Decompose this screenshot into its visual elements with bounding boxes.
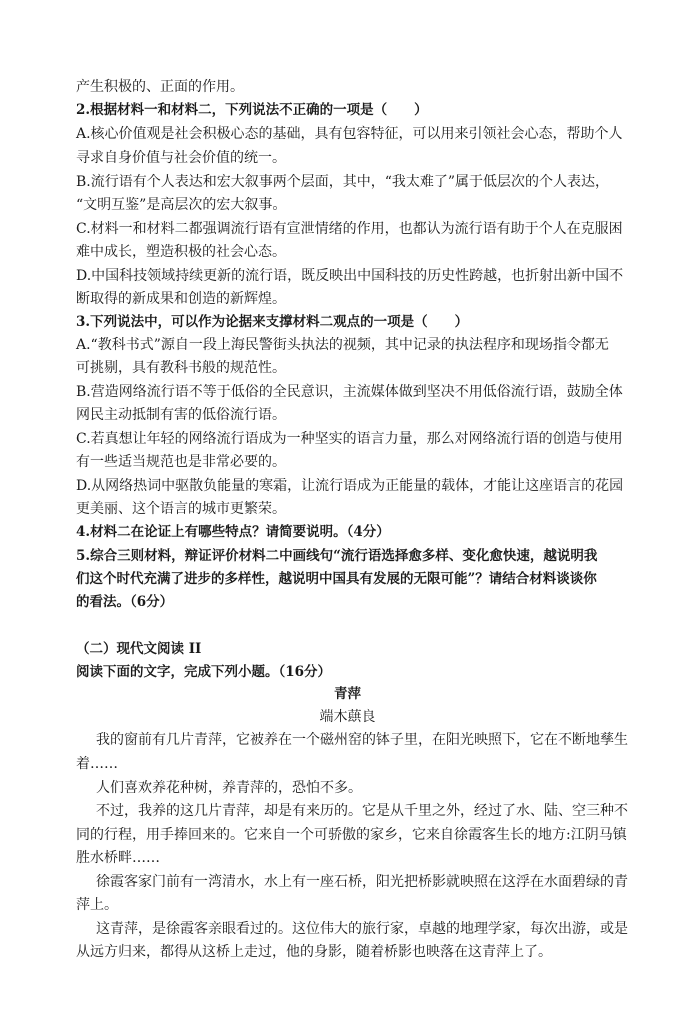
section-instruction: 阅读下面的文字，完成下列小题。（16分） [76,664,332,680]
option-3a-line-1: A.“教科书式”源自一段上海民警街头执法的视频，其中记录的执法程序和现场指令都无 [76,337,609,353]
option-2a-line-1: A.核心价值观是社会积极心态的基础，具有包容特征，可以用来引领社会心态，帮助个人 [76,126,623,142]
paragraph-4-line-1: 徐霞客家门前有一湾清水，水上有一座石桥，阳光把桥影就映照在这浮在水面碧绿的青 [96,874,628,890]
option-2c-line-1: C.材料一和材料二都强调流行语有宣泄情绪的作用，也都认为流行语有助于个人在克服困 [76,221,623,237]
question-4-stem: 4.材料二在论证上有哪些特点？请简要说明。（4分） [76,524,390,540]
option-2b-line-2: “文明互鉴”是高层次的宏大叙事。 [76,197,287,213]
paragraph-5-line-2: 从远方归来，都得从这桥上走过，他的身影，随着桥影也映落在这青萍上了。 [76,944,552,960]
option-3d-line-1: D.从网络热词中驱散负能量的寒霜，让流行语成为正能量的载体，才能让这座语言的花园 [76,478,624,494]
option-3c-line-2: 有一些适当规范也是非常必要的。 [76,454,286,470]
option-2b-line-1: B.流行语有个人表达和宏大叙事两个层面，其中，“我太难了”属于低层次的个人表达， [76,174,610,190]
question-5-stem-line-1: 5.综合三则材料，辩证评价材料二中画线句“流行语选择愈多样、变化愈快速，越说明我 [76,548,598,564]
question-2-stem: 2.根据材料一和材料二，下列说法不正确的一项是（ ） [76,102,428,118]
paragraph-1-line-2: 着…… [76,756,118,772]
passage-title: 青萍 [334,686,361,702]
question-5-stem-line-3: 的看法。（6分） [76,594,174,610]
option-3a-line-2: 可挑剔，具有教科书般的规范性。 [76,360,286,376]
option-2c-line-2: 难中成长，塑造积极的社会心态。 [76,244,286,260]
option-3c-line-1: C.若真想让年轻的网络流行语成为一种坚实的语言力量，那么对网络流行语的创造与使用 [76,431,623,447]
question-5-stem-line-2: 们这个时代充满了进步的多样性，越说明中国具有发展的无限可能”？请结合材料谈谈你 [76,571,597,587]
paragraph-5-line-1: 这青萍，是徐霞客亲眼看过的。这位伟大的旅行家，卓越的地理学家，每次出游，或是 [96,921,628,937]
paragraph-3-line-1: 不过，我养的这几片青萍，却是有来历的。它是从千里之外，经过了水、陆、空三种不 [96,803,628,819]
option-2d-line-2: 断取得的新成果和创造的新辉煌。 [76,291,286,307]
paragraph-1-line-1: 我的窗前有几片青萍，它被养在一个磁州窑的钵子里，在阳光映照下，它在不断地孳生 [96,732,628,748]
question-3-stem: 3.下列说法中，可以作为论据来支撑材料二观点的一项是（ ） [76,314,469,330]
option-3b-line-2: 网民主动抵制有害的低俗流行语。 [76,407,286,423]
paragraph-4-line-2: 萍上。 [76,897,118,913]
option-2a-line-2: 寻求自身价值与社会价值的统一。 [76,150,286,166]
passage-author: 端木蕻良 [319,709,376,725]
text-line: 产生积极的、正面的作用。 [76,79,244,95]
option-2d-line-1: D.中国科技领域持续更新的流行语，既反映出中国科技的历史性跨越，也折射出新中国不 [76,268,624,284]
section-heading: （二）现代文阅读 II [76,641,202,657]
paragraph-2: 人们喜欢养花种树，养青萍的，恐怕不多。 [96,780,362,796]
option-3b-line-1: B.营造网络流行语不等于低俗的全民意识，主流媒体做到坚决不用低俗流行语，鼓励全体 [76,384,623,400]
option-3d-line-2: 更美丽、这个语言的城市更繁荣。 [76,501,286,517]
paragraph-3-line-2: 同的行程，用手捧回来的。它来自一个可骄傲的家乡，它来自徐霞客生长的地方:江阴马镇 [76,827,627,843]
paragraph-3-line-3: 胜水桥畔…… [76,850,160,866]
